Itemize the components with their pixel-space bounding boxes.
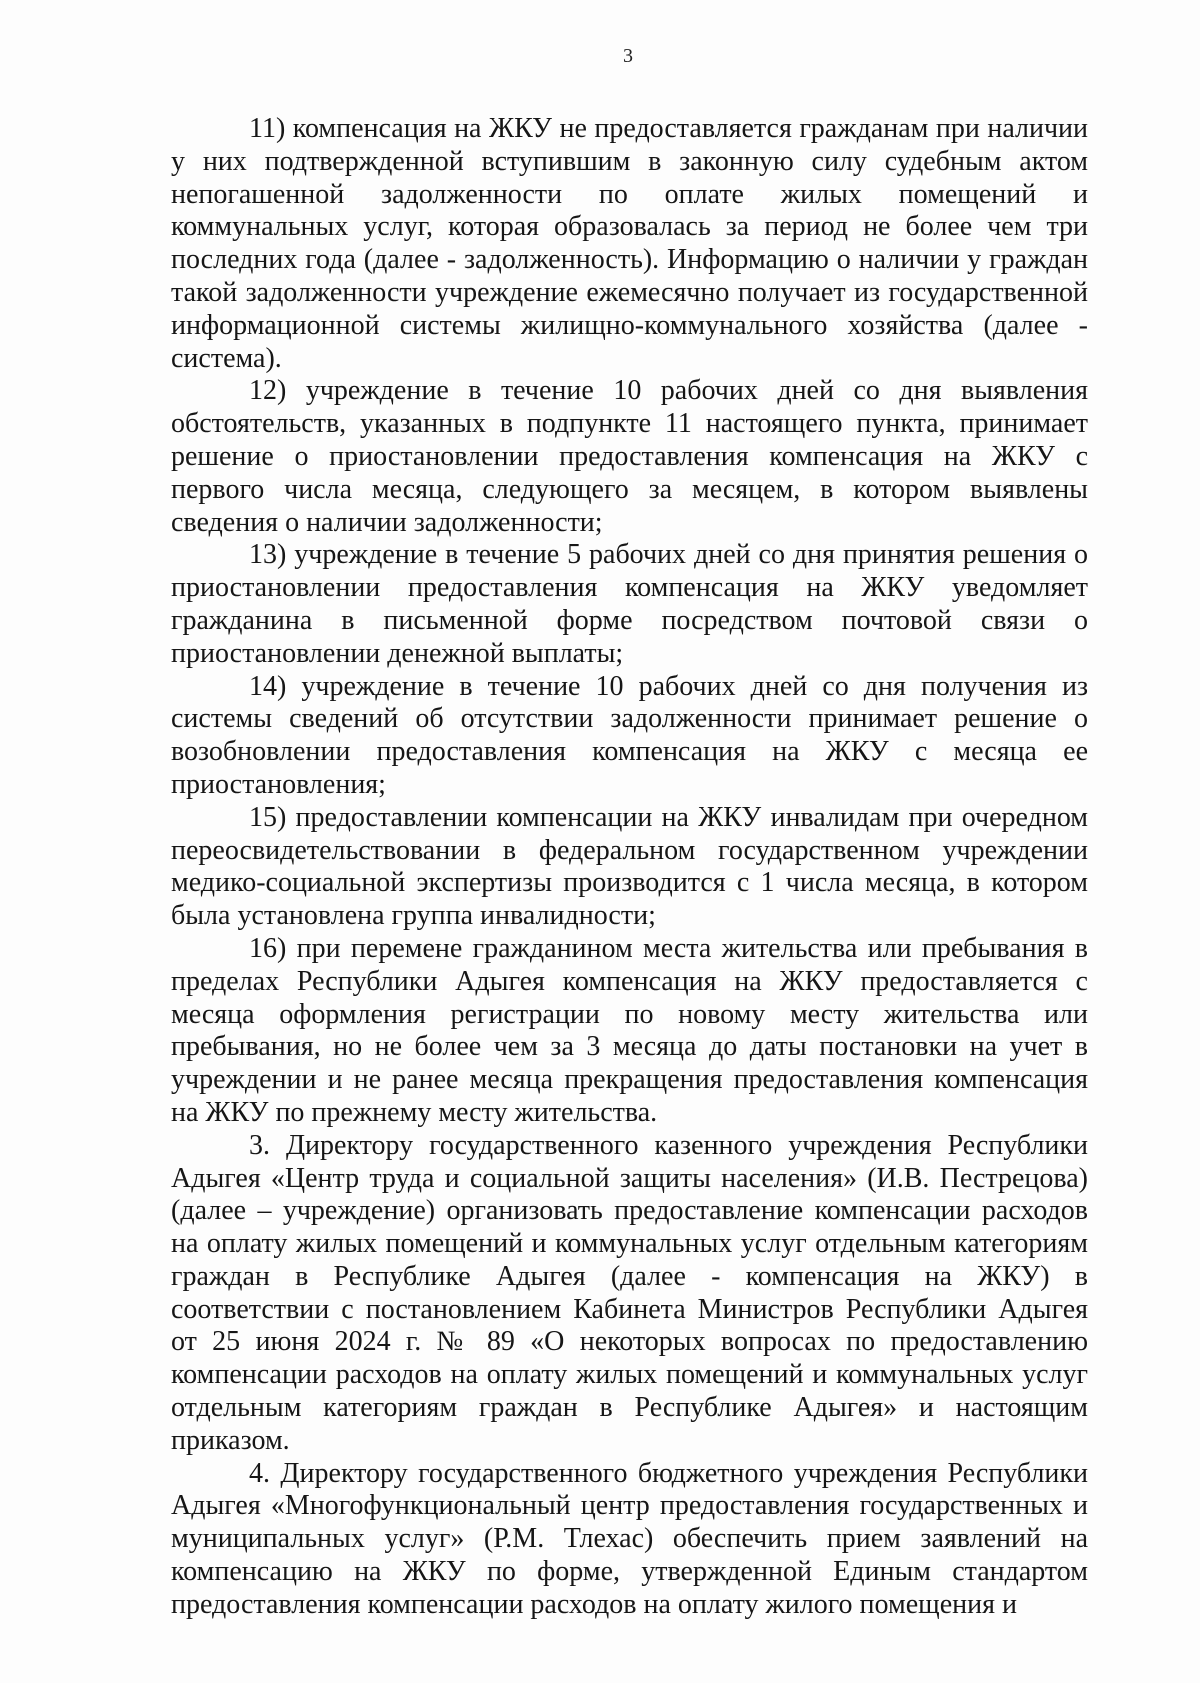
paragraph-item-12: 12) учреждение в течение 10 рабочих дней со дня выявления обстоятельств, указанных в подпункте 11 настоящего пункта, принимает решение о приостановлении предоставления компенсация на ЖКУ с первого числа месяца, следующего за месяцем, в котором выявлены сведения о наличии задолженности; xyxy=(171,375,1088,538)
paragraph-item-15: 15) предоставлении компенсации на ЖКУ инвалидам при очередном переосвидетельствовании в федеральном государственном учреждении медико-социальной экспертизы производится с 1 числа месяца, в котором была установлена группа инвалидности; xyxy=(171,801,1088,932)
page-number: 3 xyxy=(623,45,633,67)
paragraph-item-14: 14) учреждение в течение 10 рабочих дней со дня получения из системы сведений об отсутствии задолженности принимает решение о возобновлении предоставления компенсация на ЖКУ с месяца ее приостановления; xyxy=(171,670,1088,800)
paragraph-item-13: 13) учреждение в течение 5 рабочих дней со дня принятия решения о приостановлении предоставления компенсация на ЖКУ уведомляет гражданина в письменной форме посредством почтовой связи о приостановлении денежной выплаты; xyxy=(171,539,1088,669)
paragraph-item-11: 11) компенсация на ЖКУ не предоставляется гражданам при наличии у них подтвержденной вступившим в законную силу судебным актом непогашенной задолженности по оплате жилых помещений и коммунальных услуг, которая образовалась за период не более чем три последних года (далее - задолженность). Информацию о наличии у граждан такой задолженности учреждение ежемесячно получает из государственной информационной системы жилищно-коммунального хозяйства (далее - система). xyxy=(171,113,1088,374)
paragraph-item-16: 16) при перемене гражданином места жительства или пребывания в пределах Республики Адыгея компенсация на ЖКУ предоставляется с месяца оформления регистрации по новому месту жительства или пребывания, но не более чем за 3 месяца до даты постановки на учет в учреждении и не ранее месяца прекращения предоставления компенсация на ЖКУ по прежнему месту жительства. xyxy=(171,932,1088,1128)
paragraph-clause-4: 4. Директору государственного бюджетного учреждения Республики Адыгея «Многофункциональный центр предоставления государственных и муниципальных услуг» (Р.М. Тлехас) обеспечить прием заявлений на компенсацию на ЖКУ по форме, утвержденной Единым стандартом предоставления компенсации расходов на оплату жилого помещения и xyxy=(171,1457,1088,1620)
paragraph-clause-3: 3. Директору государственного казенного учреждения Республики Адыгея «Центр труда и социальной защиты населения» (И.В. Пестрецова) (далее – учреждение) организовать предоставление компенсации расходов на оплату жилых помещений и коммунальных услуг отдельным категориям граждан в Республике Адыгея (далее - компенсация на ЖКУ) в соответствии с постановлением Кабинета Министров Республики Адыгея от 25 июня 2024 г. № 89 «О некоторых вопросах по предоставлению компенсации расходов на оплату жилых помещений и коммунальных услуг отдельным категориям граждан в Республике Адыгея» и настоящим приказом. xyxy=(171,1129,1088,1456)
document-body xyxy=(171,113,1088,1622)
